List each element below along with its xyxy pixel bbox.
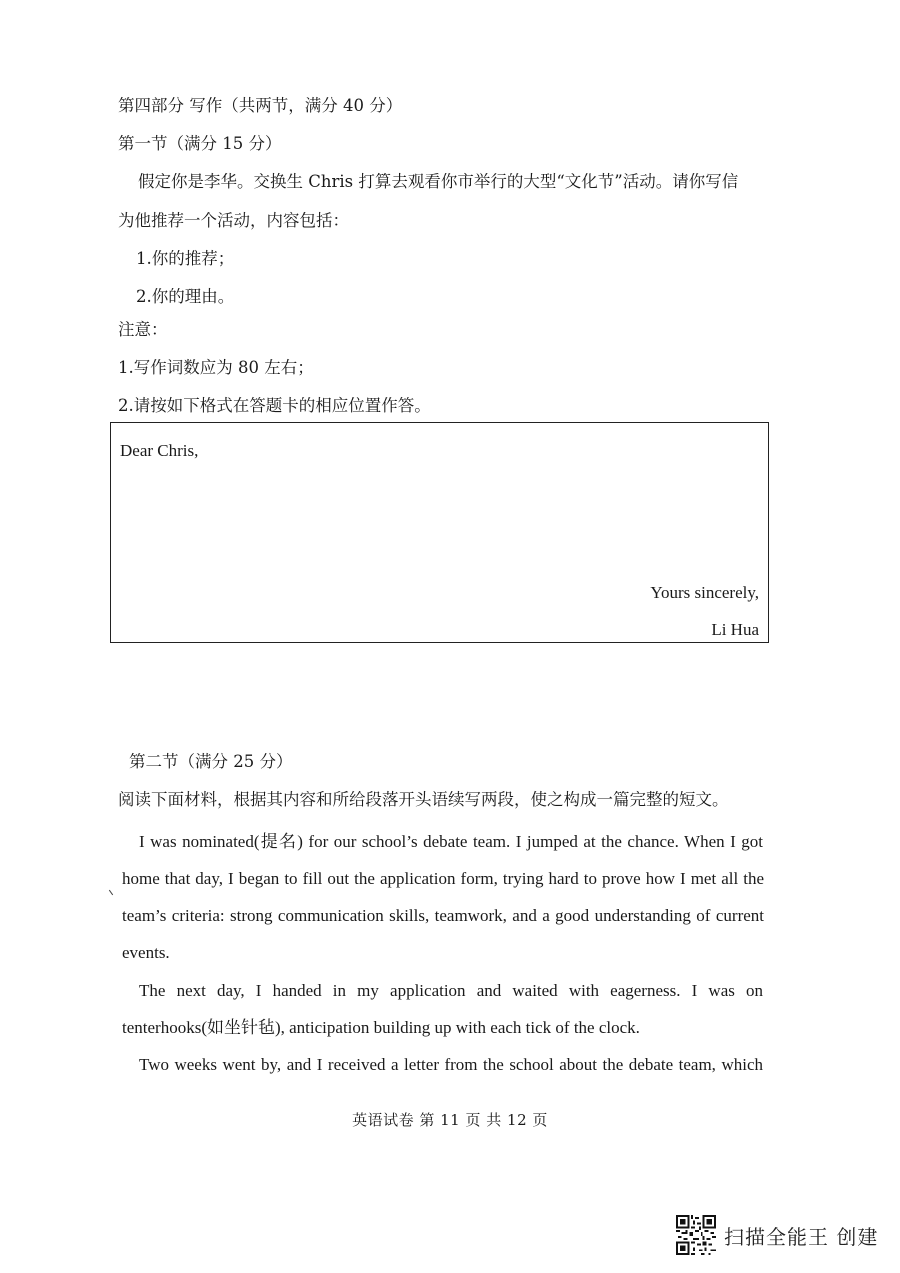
note1: 1.写作词数应为 80 左右； xyxy=(118,358,314,377)
part-title: 第四部分 写作（共两节，满分 40 分） xyxy=(118,96,403,115)
passage-line: events. xyxy=(122,943,170,962)
section1-point1: 1.你的推荐； xyxy=(136,249,235,268)
notes-label: 注意： xyxy=(118,320,168,339)
passage-line: Two weeks went by, and I received a letter from the school about the debate team, which xyxy=(139,1055,763,1074)
section1-prompt-line1: 假定你是李华。交换生 Chris 打算去观看你市举行的大型“文化节”活动。请你写信 xyxy=(138,172,739,191)
section2-heading: 第二节（满分 25 分） xyxy=(129,752,293,771)
letter-format-box xyxy=(110,422,769,643)
passage-line: The next day, I handed in my application and waited with eagerness. I was on xyxy=(139,981,763,1000)
section2-instruction: 阅读下面材料，根据其内容和所给段落开头语续写两段，使之构成一篇完整的短文。 xyxy=(118,790,729,809)
stray-pen-mark xyxy=(109,890,113,895)
watermark-text: 扫描全能王 创建 xyxy=(724,1224,879,1249)
page-footer: 英语试卷 第 11 页 共 12 页 xyxy=(352,1111,548,1129)
qr-code-icon xyxy=(676,1215,716,1255)
passage-line: team’s criteria: strong communication skills, teamwork, and a good understanding of current xyxy=(122,906,764,925)
scanner-watermark xyxy=(676,1215,878,1255)
section1-prompt-line2: 为他推荐一个活动，内容包括： xyxy=(118,211,349,230)
section1-point2: 2.你的理由。 xyxy=(136,287,235,306)
letter-salutation: Dear Chris, xyxy=(120,441,199,460)
section1-heading: 第一节（满分 15 分） xyxy=(118,134,282,153)
passage-line: home that day, I began to fill out the application form, trying hard to prove how I met all the xyxy=(122,869,764,888)
passage-line: I was nominated(提名) for our school’s debate team. I jumped at the chance. When I got xyxy=(139,832,763,851)
letter-closing: Yours sincerely, xyxy=(650,583,759,602)
letter-signature: Li Hua xyxy=(711,620,759,639)
passage-line: tenterhooks(如坐针毡), anticipation building up with each tick of the clock. xyxy=(122,1018,640,1037)
note2: 2.请按如下格式在答题卡的相应位置作答。 xyxy=(118,396,431,415)
